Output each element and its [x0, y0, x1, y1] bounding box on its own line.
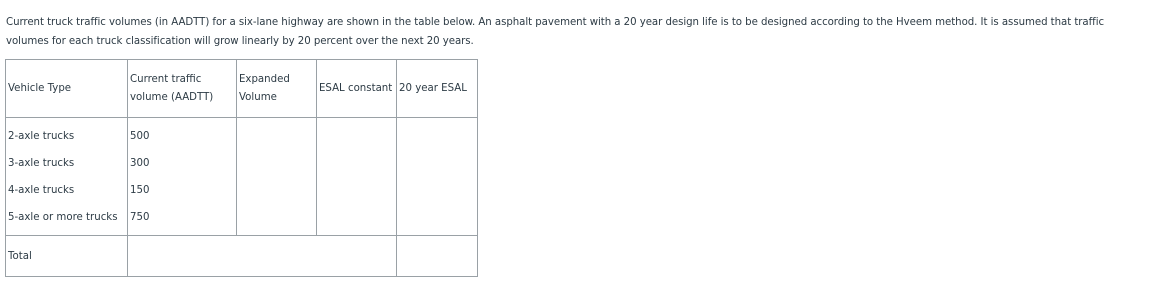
volume-5-axle: 750 [130, 212, 150, 223]
vehicle-3-axle: 3-axle trucks [8, 158, 75, 169]
esal-constant-cell [317, 118, 397, 236]
total-esal-cell [397, 236, 478, 277]
problem-line-1: Current truck traffic volumes (in AADTT) for a six-lane highway are shown in the table below. An asphalt pavement with a 20 year design life is to be designed according to the Hveem method. It is assumed that traffic [6, 17, 1105, 28]
volume-4-axle: 150 [130, 185, 150, 196]
header-20yr-esal-label: 20 year ESAL [399, 83, 467, 94]
vehicle-type-cell [6, 118, 128, 236]
esal-20yr-cell [397, 118, 478, 236]
table-body-row [6, 118, 478, 236]
header-current-volume [128, 60, 237, 118]
volume-2-axle: 500 [130, 131, 150, 142]
vehicle-5-axle: 5-axle or more trucks [8, 212, 118, 223]
header-expanded-line1: Expanded [239, 73, 290, 85]
header-20yr-esal [397, 60, 478, 118]
total-label-cell [6, 236, 128, 277]
truck-traffic-table [5, 59, 478, 277]
header-vehicle-type [6, 60, 128, 118]
header-expanded-volume [237, 60, 317, 118]
volume-3-axle: 300 [130, 158, 150, 169]
header-vehicle-type-label: Vehicle Type [8, 83, 72, 94]
expanded-volume-cell [237, 118, 317, 236]
vehicle-2-axle: 2-axle trucks [8, 131, 75, 142]
problem-statement [6, 13, 1146, 52]
header-esal-constant [317, 60, 397, 118]
vehicle-4-axle: 4-axle trucks [8, 185, 75, 196]
total-label: Total [8, 250, 32, 262]
problem-line-2: volumes for each truck classification will grow linearly by 20 percent over the next 20 years. [6, 36, 474, 47]
header-esal-constant-label: ESAL constant [319, 83, 393, 94]
current-volume-cell [128, 118, 237, 236]
table-total-row [6, 236, 478, 277]
header-current-volume-line1: Current traffic [130, 73, 202, 85]
table-header-row [6, 60, 478, 118]
total-merged-cell [128, 236, 397, 277]
header-expanded-line2: Volume [239, 91, 277, 103]
header-current-volume-line2: volume (AADTT) [130, 91, 214, 103]
